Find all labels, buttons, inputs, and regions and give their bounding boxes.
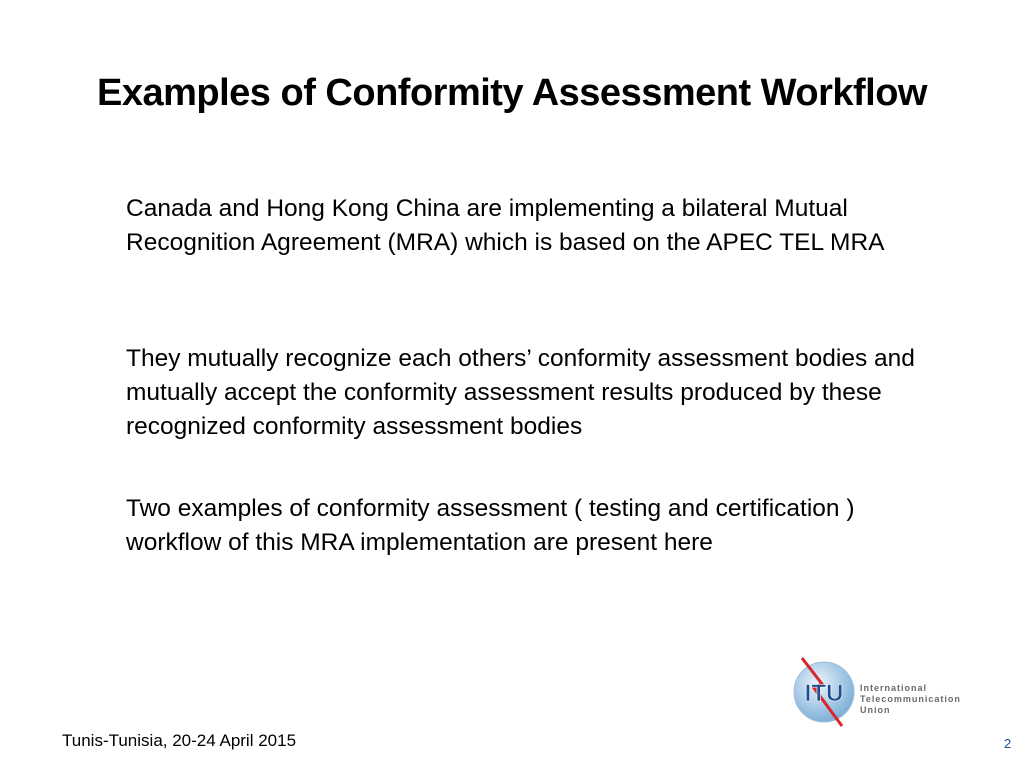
logo-line-3: Union [860, 705, 891, 715]
footer-location-date: Tunis-Tunisia, 20-24 April 2015 [62, 731, 297, 750]
paragraph-examples: Two examples of conformity assessment ( testing and certification ) workflow of this MRA implementation are present here [126, 495, 855, 556]
logo-line-2: Telecommunication [860, 694, 961, 704]
page-number: 2 [1004, 736, 1012, 751]
svg-text:ITU: ITU [804, 680, 844, 707]
itu-logo-text [860, 683, 961, 716]
paragraph-mra: Canada and Hong Kong China are implementing a bilateral Mutual Recognition Agreement (MRA) which is based on the APEC TEL MRA [126, 195, 885, 256]
slide-title: Examples of Conformity Assessment Workflow [97, 72, 927, 114]
logo-line-1: International [860, 683, 928, 693]
paragraph-recognition: They mutually recognize each others’ conformity assessment bodies and mutually accept the conformity assessment results produced by these recognized conformity assessment bodies [126, 345, 915, 440]
